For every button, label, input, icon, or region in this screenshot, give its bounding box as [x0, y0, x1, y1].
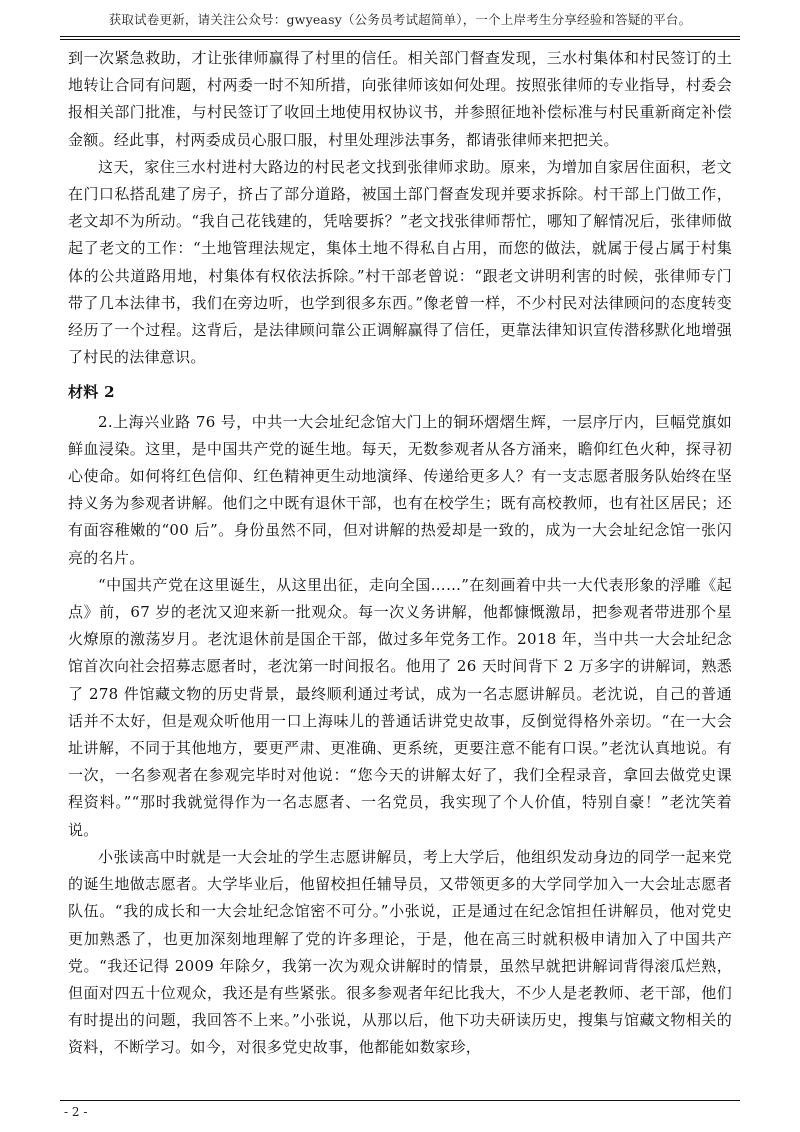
body-paragraph: 小张读高中时就是一大会址的学生志愿讲解员，考上大学后，他组织发动身边的同学一起来党的诞生地做志愿者。大学毕业后，他留校担任辅导员，又带领更多的大学同学加入一大会址志愿者队伍。“我的成长和一大会址纪念馆密不可分。”小张说，正是通过在纪念馆担任讲解员，他对党史更加熟悉了，也更加深刻地理解了党的许多理论，于是，他在高三时就积极申请加入了中国共产党。“我还记得 2009 年除夕，我第一次为观众讲解时的情景，虽然早就把讲解词背得滚瓜烂熟，但面对四五十位观众，我还是有些紧张。很多参观者年纪比我大，不少人是老教师、老干部，他们有时提出的问题，我回答不上来。”小张说，从那以后，他下功夫研读历史，搜集与馆藏文物相关的资料，不断学习。如今，对很多党史故事，他都能如数家珍，: [68, 847, 732, 1057]
body-paragraph: “中国共产党在这里诞生，从这里出征，走向全国……”在刻画着中共一大代表形象的浮雕《起点》前，67 岁的老沈又迎来新一批观众。每一次义务讲解，他都慷慨激昂，把参观者带进那个星火燎原的激荡岁月。老沈退休前是国企干部，做过多年党务工作。2018 年，当中共一大会址纪念馆首次向社会招募志愿者时，老沈第一时间报名。他用了 26 天时间背下 2 万多字的讲解词，熟悉了 278 件馆藏文物的历史背景，最终顺利通过考试，成为一名志愿讲解员。老沈说，自己的普通话并不太好，但是观众听他用一口上海味儿的普通话讲党史故事，反倒觉得格外亲切。“在一大会址讲解，不同于其他地方，要更严肃、更准确、更系统，更要注意不能有口误。”老沈认真地说。有一次，一名参观者在参观完毕时对他说：“您今天的讲解太好了，我们全程录音，拿回去做党史课程资料。”“那时我就觉得作为一名志愿者、一名党员，我实现了个人价值，特别自豪！”老沈笑着说。: [68, 575, 732, 839]
section-heading: 材料 2: [68, 383, 115, 402]
document-body: [68, 45, 732, 1062]
header-notice: 获取试卷更新，请关注公众号：gwyeasy（公务员考试超简单），一个上岸考生分享经验和答疑的平台。: [108, 12, 692, 27]
header-divider: [60, 36, 740, 40]
footer-divider: [60, 1100, 740, 1101]
body-paragraph: 这天，家住三水村进村大路边的村民老文找到张律师求助。原来，为增加自家居住面积，老文在门口私搭乱建了房子，挤占了部分道路，被国土部门督查发现并要求拆除。村干部上门做工作，老文却不为所动。“我自己花钱建的，凭啥要拆？”老文找张律师帮忙，哪知了解情况后，张律师做起了老文的工作：“土地管理法规定，集体土地不得私自占用，而您的做法，就属于侵占属于村集体的公共道路用地，村集体有权依法拆除。”村干部老曾说：“跟老文讲明利害的时候，张律师专门带了几本法律书，我们在旁边听，也学到很多东西。”像老曾一样，不少村民对法律顾问的态度转变经历了一个过程。这背后，是法律顾问靠公正调解赢得了信任，更靠法律知识宣传潜移默化地增强了村民的法律意识。: [68, 157, 732, 367]
body-paragraph: 到一次紧急救助，才让张律师赢得了村里的信任。相关部门督查发现，三水村集体和村民签订的土地转让合同有问题，村两委一时不知所措，向张律师该如何处理。按照张律师的专业指导，村委会报相关部门批准，与村民签订了收回土地使用权协议书，并参照征地补偿标准与村民重新商定补偿金额。经此事，村两委成员心服口服，村里处理涉法事务，都请张律师来把把关。: [68, 49, 732, 149]
body-paragraph: 2.上海兴业路 76 号，中共一大会址纪念馆大门上的铜环熠熠生辉，一层序厅内，巨幅党旗如鲜血浸染。这里，是中国共产党的诞生地。每天，无数参观者从各方涌来，瞻仰红色火种，探寻初心使命。如何将红色信仰、红色精神更生动地演绎、传递给更多人？有一支志愿者服务队始终在坚持义务为参观者讲解。他们之中既有退休干部，也有在校学生；既有高校教师，也有社区居民；还有面容稚嫩的“00 后”。身份虽然不同，但对讲解的热爱却是一致的，成为一大会址纪念馆一张闪亮的名片。: [68, 412, 732, 567]
page-number: - 2 -: [64, 1105, 88, 1119]
